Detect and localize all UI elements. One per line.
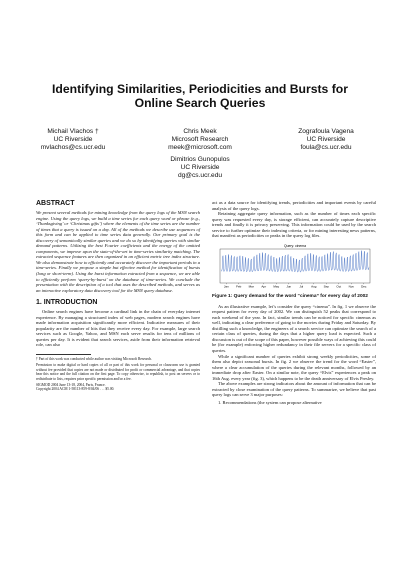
- right-column: [212, 200, 376, 405]
- author-name: Michail Vlachos †: [47, 128, 99, 135]
- copyright-notice: Copyright 2004 ACM 1-58113-859-8/04/06 . . . $5.00.: [36, 387, 115, 392]
- author-block: [271, 128, 381, 152]
- author-block: [145, 128, 255, 152]
- author-email: foula@cs.ucr.edu: [300, 144, 352, 151]
- author-affiliation: UC Riverside: [53, 136, 93, 143]
- figure-1-caption: Figure 1: Query demand for the word “cinema” for every day of 2002: [212, 293, 368, 299]
- paper-title: Identifying Similarities, Periodicities and Bursts for Online Search Queries: [52, 82, 348, 110]
- abstract-text: We present several methods for mining knowledge from the query logs of the MSN search engine. Using the query logs, we build a time series for each query word or phrase (e.g., ‘Thanksgiving’ or ‘Christmas gifts’) where the elements of the time series are the number of times that a query is issued on a day. All of the methods we describe use sequences of this form and can be applied to time series data generally. Our primary goal is the discovery of semantically similar queries and we do so by identifying queries with similar demand patterns. Utilizing the best Fourier coefficients and the energy of the omitted components, we improve upon the state-of-the-art in time-series similarity matching. The extracted sequence features are then organized in an efficient metric tree index structure. We also demonstrate how to efficiently and accurately discover the important periods in a time-series. Finally we propose a simple but effective method for identification of bursts (long or short-term). Using the burst information extracted from a sequence, we are able to efficiently perform ‘query-by-burst’ on the database of time-series. We conclude the presentation with the description of a tool that uses the described methods, and serves as an interactive exploratory data discovery tool for the MSN query database.: [36, 210, 200, 293]
- cinema-query-chart: [212, 242, 376, 292]
- x-tick-label: Feb: [236, 284, 242, 289]
- conference-info: SIGMOD 2004 June 13-18, 2004, Paris, France.: [36, 383, 106, 388]
- x-tick-label: Jun: [286, 284, 292, 289]
- x-tick-label: Mar: [248, 284, 254, 289]
- footnote: † Part of this work was conducted while author was visiting Microsoft Research.: [36, 357, 153, 362]
- plot-frame: [220, 249, 370, 283]
- paragraph: As an illustrative example, let’s consider the query “cinema”. In fig. 1 we observe the request pattern for every day of 2002. We can distinguish 52 peaks that correspond to each weekend of the year. In fact, similar trends can be noticed for specific cinemas as well, indicating a clear preference of going to the movies during Friday and Saturday. By distilling such a knowledge, the engineers of a search service can optimize the search of a certain class of queries, during the days that a higher query load is expected. Such a discussion is out of the scope of this paper, however possible ways of achieving this could be (for example) enforcing higher redundancy in their file servers for a specific class of queries.: [212, 303, 376, 353]
- author-email: meek@microsoft.com: [168, 144, 232, 151]
- introduction-heading: 1. INTRODUCTION: [36, 299, 98, 307]
- x-tick-label: Nov: [348, 284, 354, 289]
- x-tick-label: Apr: [261, 284, 267, 289]
- author-name: Zografoula Vagena: [298, 128, 354, 135]
- series-line: [221, 250, 369, 271]
- x-tick-label: Dec: [361, 284, 367, 289]
- left-column: [36, 200, 200, 394]
- author-name: Dimitrios Gunopulos: [170, 156, 230, 163]
- x-tick-label: Aug: [311, 284, 317, 289]
- author-name: Chris Meek: [183, 128, 217, 135]
- paragraph: While a significant number of queries exhibit strong weekly periodicities, some of them also depict seasonal bursts. In fig. 2 we observe the trend for the word “Easter”, where a clear accumulation of the queries during the relevant months, followed by an immediate drop after Easter. On a similar note, the query “Elvis” experiences a peak on 16th Aug. every year (fig. 3), which happens to be the death anniversary of Elvis Presley.: [212, 353, 376, 381]
- author-email: dg@cs.ucr.edu: [177, 172, 223, 179]
- author-block: [18, 128, 128, 152]
- plot-title: Query: cinema: [283, 243, 307, 248]
- paragraph: The above examples are strong indicators about the amount of information that can be extracted by close examination of the query patterns. To summarize, we believe that past query logs can serve 3 major purposes:: [212, 381, 376, 398]
- author-affiliation: UC Riverside: [180, 164, 220, 171]
- author-block: [145, 156, 255, 180]
- list-item: 1. Recommendations (the system can propose alternative: [218, 399, 322, 405]
- paragraph: Retaining aggregate query information, such as the number of times each specific query was requested every day, is storage efficient, can accurately capture descriptive trends and finally it is privacy preserving. This information could be used by the search service to further optimize their indexing criteria, or for mining interesting news patterns, that manifest as periodicities or peaks in the query log files.: [212, 211, 376, 239]
- permission-notice: Permission to make digital or hard copies of all or part of this work for personal or classroom use is granted without fee provided that copies are not made or distributed for profit or commercial advantage, and that copies bear this notice and the full citation on the first page. To copy otherwise, to republish, to post on servers or to redistribute to lists, requires prior specific permission and/or a fee.: [36, 363, 200, 381]
- abstract-heading: ABSTRACT: [36, 200, 75, 207]
- figure-1: [212, 242, 376, 292]
- introduction-text: Online search engines have become a cardinal link in the chain of everyday internet experience. By managing a structured index of web pages, modern search engines have made information acquisition significantly more efficient. Indicative measures of their popularity are the number of hits that they receive every day. For example, large search services such as Google, Yahoo, and MSN each serve results for tens of millions of queries per day. It is evident that search services, aside from their information retrieval role, can also: [36, 309, 200, 348]
- author-affiliation: UC Riverside: [306, 136, 346, 143]
- author-affiliation: Microsoft Research: [171, 136, 229, 143]
- x-tick-label: Sep: [323, 284, 329, 289]
- x-tick-label: May: [273, 284, 280, 289]
- footnote-divider: [36, 354, 91, 355]
- x-tick-label: Jan: [223, 284, 229, 289]
- x-tick-label: Oct: [336, 284, 342, 289]
- paragraph: act as a data source for identifying trends, periodicities and important events by careful analysis of the query logs.: [212, 200, 376, 211]
- x-tick-label: Jul: [299, 284, 304, 289]
- author-email: mvlachos@cs.ucr.edu: [40, 144, 106, 151]
